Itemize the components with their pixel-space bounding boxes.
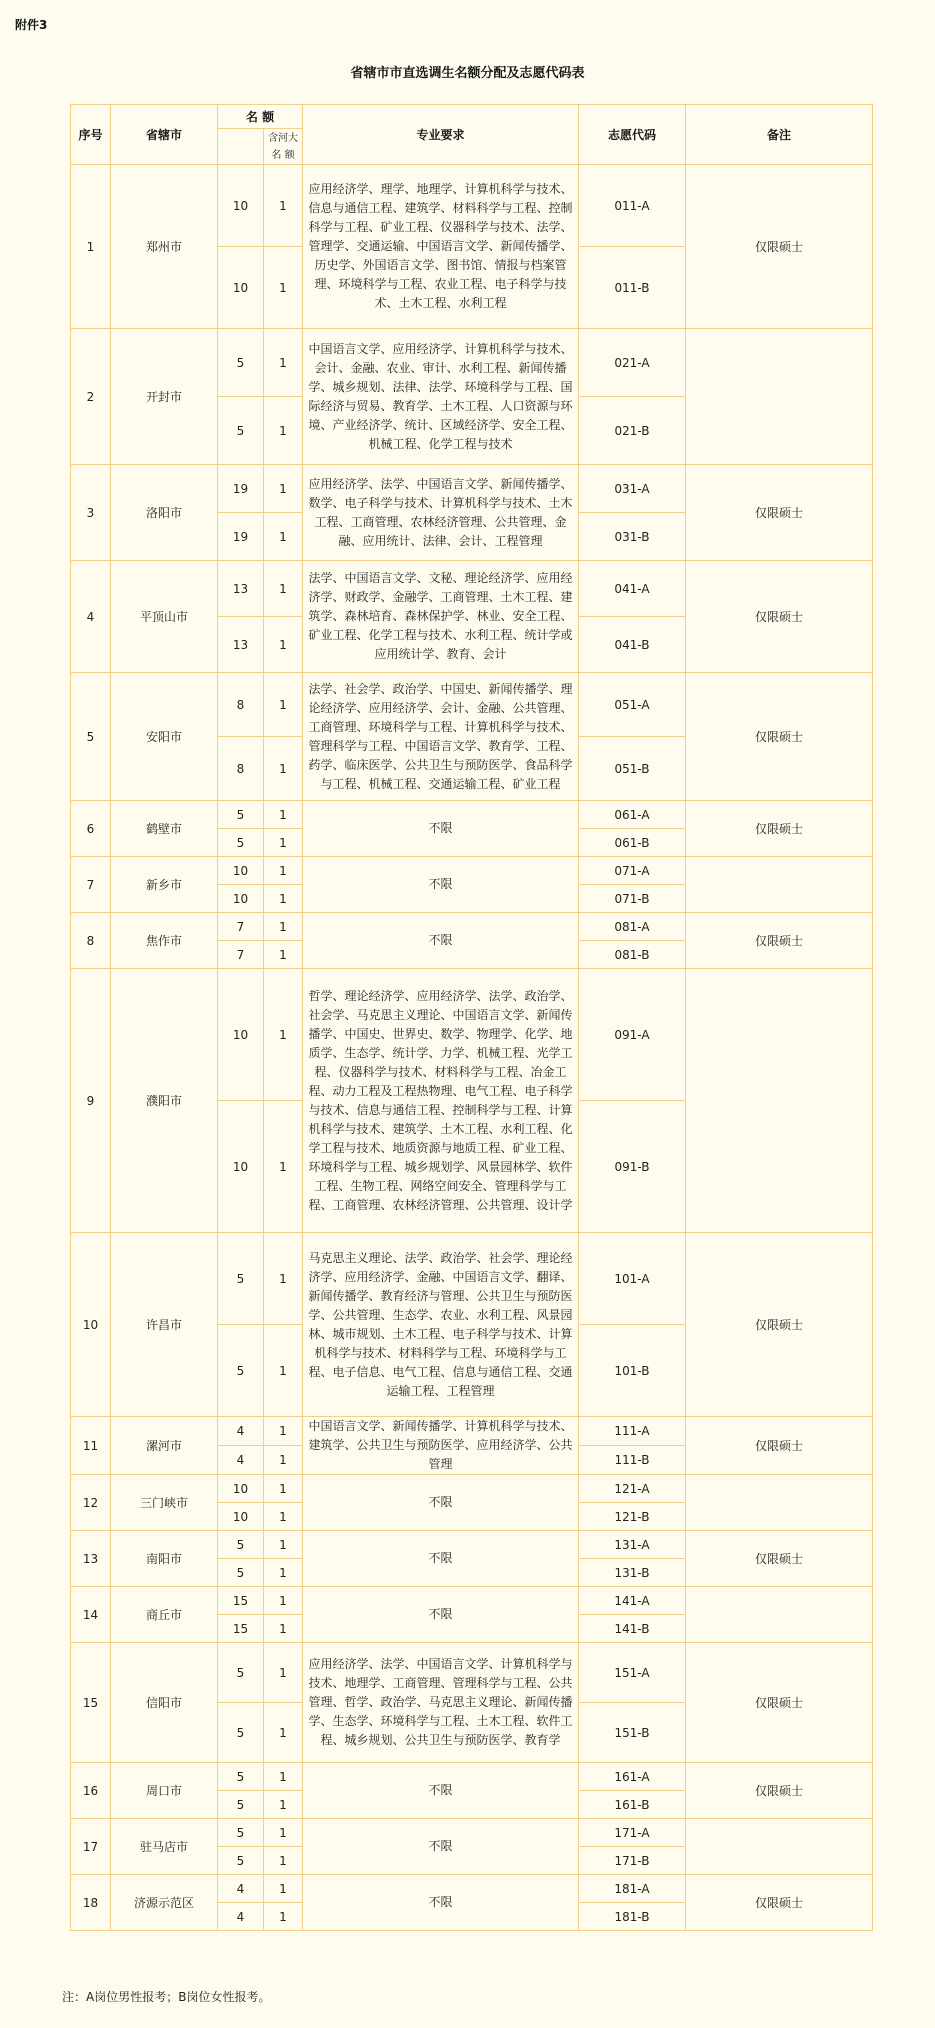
row-seq: 2 — [71, 329, 111, 465]
row-city: 济源示范区 — [111, 1875, 218, 1931]
table-row — [71, 801, 873, 829]
row-quota: 5 — [218, 1703, 264, 1763]
row-seq: 6 — [71, 801, 111, 857]
row-henan-quota: 1 — [264, 465, 303, 513]
quota-table — [70, 104, 873, 1931]
table-row — [71, 857, 873, 885]
row-major: 哲学、理论经济学、应用经济学、法学、政治学、社会学、马克思主义理论、中国语言文学、新闻传播学、中国史、世界史、数学、物理学、化学、地质学、生态学、统计学、力学、机械工程、光学工程、仪器科学与技术、材料科学与工程、冶金工程、动力工程及工程热物理、电气工程、电子科学与技术、信息与通信工程、控制科学与工程、计算机科学与技术、建筑学、土木工程、水利工程、化学工程与技术、地质资源与地质工程、矿业工程、环境科学与工程、城乡规划学、风景园林学、软件工程、生物工程、网络空间安全、管理科学与工程、工商管理、农林经济管理、公共管理、设计学 — [303, 969, 579, 1233]
row-remark: 仅限硕士 — [686, 801, 873, 857]
row-seq: 8 — [71, 913, 111, 969]
table-row — [71, 1233, 873, 1325]
row-remark: 仅限硕士 — [686, 165, 873, 329]
row-code: 031-A — [579, 465, 686, 513]
row-code: 071-B — [579, 885, 686, 913]
row-seq: 10 — [71, 1233, 111, 1417]
row-city: 洛阳市 — [111, 465, 218, 561]
row-major: 中国语言文学、新闻传播学、计算机科学与技术、建筑学、公共卫生与预防医学、应用经济学、公共管理 — [303, 1417, 579, 1475]
row-seq: 4 — [71, 561, 111, 673]
row-quota: 19 — [218, 465, 264, 513]
row-code: 151-B — [579, 1703, 686, 1763]
row-remark — [686, 329, 873, 465]
row-seq: 11 — [71, 1417, 111, 1475]
row-henan-quota: 1 — [264, 1325, 303, 1417]
header-quota-total — [218, 129, 264, 165]
row-major: 马克思主义理论、法学、政治学、社会学、理论经济学、应用经济学、金融、中国语言文学、翻译、新闻传播学、教育经济与管理、公共卫生与预防医学、公共管理、生态学、农业、水利工程、风景园林、城市规划、土木工程、电子科学与技术、计算机科学与技术、材料科学与工程、环境科学与工程、电子信息、电气工程、信息与通信工程、交通运输工程、工程管理 — [303, 1233, 579, 1417]
row-major: 不限 — [303, 1763, 579, 1819]
row-major: 法学、中国语言文学、文秘、理论经济学、应用经济学、财政学、金融学、工商管理、土木工程、建筑学、森林培育、森林保护学、林业、安全工程、矿业工程、化学工程与技术、水利工程、统计学或应用统计学、教育、会计 — [303, 561, 579, 673]
table-row — [71, 561, 873, 617]
row-quota: 10 — [218, 247, 264, 329]
row-city: 濮阳市 — [111, 969, 218, 1233]
row-quota: 5 — [218, 1233, 264, 1325]
row-code: 131-A — [579, 1531, 686, 1559]
row-city: 信阳市 — [111, 1643, 218, 1763]
table-row — [71, 1587, 873, 1615]
row-quota: 5 — [218, 1325, 264, 1417]
row-quota: 5 — [218, 829, 264, 857]
row-henan-quota: 1 — [264, 801, 303, 829]
row-henan-quota: 1 — [264, 1417, 303, 1446]
row-major: 不限 — [303, 1587, 579, 1643]
row-remark: 仅限硕士 — [686, 1643, 873, 1763]
row-quota: 4 — [218, 1903, 264, 1931]
row-seq: 16 — [71, 1763, 111, 1819]
header-city: 省辖市 — [111, 105, 218, 165]
row-henan-quota: 1 — [264, 1875, 303, 1903]
row-henan-quota: 1 — [264, 1819, 303, 1847]
row-city: 商丘市 — [111, 1587, 218, 1643]
header-seq: 序号 — [71, 105, 111, 165]
row-henan-quota: 1 — [264, 1903, 303, 1931]
row-code: 111-B — [579, 1446, 686, 1475]
row-quota: 10 — [218, 1101, 264, 1233]
row-major: 应用经济学、理学、地理学、计算机科学与技术、信息与通信工程、建筑学、材料科学与工程、控制科学与工程、矿业工程、仪器科学与技术、法学、管理学、交通运输、中国语言文学、新闻传播学、历史学、外国语言文学、图书馆、情报与档案管理、环境科学与工程、农业工程、电子科学与技术、土木工程、水利工程 — [303, 165, 579, 329]
row-code: 011-B — [579, 247, 686, 329]
table-row — [71, 913, 873, 941]
row-quota: 5 — [218, 397, 264, 465]
row-quota: 5 — [218, 1847, 264, 1875]
row-code: 031-B — [579, 513, 686, 561]
row-quota: 4 — [218, 1875, 264, 1903]
row-code: 051-A — [579, 673, 686, 737]
row-code: 181-B — [579, 1903, 686, 1931]
row-seq: 7 — [71, 857, 111, 913]
attachment-label: 附件3 — [15, 18, 48, 32]
row-quota: 8 — [218, 737, 264, 801]
row-major: 中国语言文学、应用经济学、计算机科学与技术、会计、金融、农业、审计、水利工程、新闻传播学、城乡规划、法律、法学、环境科学与工程、国际经济与贸易、教育学、土木工程、人口资源与环境、产业经济学、统计、区域经济学、安全工程、机械工程、化学工程与技术 — [303, 329, 579, 465]
header-henan-quota: 含河大 名 额 — [264, 129, 303, 165]
row-code: 131-B — [579, 1559, 686, 1587]
row-city: 南阳市 — [111, 1531, 218, 1587]
row-henan-quota: 1 — [264, 513, 303, 561]
table-row — [71, 1531, 873, 1559]
row-quota: 5 — [218, 1559, 264, 1587]
row-henan-quota: 1 — [264, 829, 303, 857]
row-major: 不限 — [303, 1475, 579, 1531]
row-quota: 5 — [218, 801, 264, 829]
row-quota: 13 — [218, 561, 264, 617]
row-quota: 5 — [218, 1791, 264, 1819]
row-major: 应用经济学、法学、中国语言文学、计算机科学与技术、地理学、工商管理、管理科学与工程、公共管理、哲学、政治学、马克思主义理论、新闻传播学、生态学、环境科学与工程、土木工程、软件工程、城乡规划、公共卫生与预防医学、教育学 — [303, 1643, 579, 1763]
row-city: 漯河市 — [111, 1417, 218, 1475]
row-city: 平顶山市 — [111, 561, 218, 673]
table-row — [71, 165, 873, 247]
row-city: 驻马店市 — [111, 1819, 218, 1875]
row-remark: 仅限硕士 — [686, 1417, 873, 1475]
row-quota: 5 — [218, 1643, 264, 1703]
row-henan-quota: 1 — [264, 1446, 303, 1475]
row-code: 081-A — [579, 913, 686, 941]
row-code: 121-B — [579, 1503, 686, 1531]
row-quota: 13 — [218, 617, 264, 673]
row-henan-quota: 1 — [264, 1703, 303, 1763]
row-major: 法学、社会学、政治学、中国史、新闻传播学、理论经济学、应用经济学、会计、金融、公共管理、工商管理、环境科学与工程、计算机科学与技术、管理科学与工程、中国语言文学、教育学、工程、药学、临床医学、公共卫生与预防医学、食品科学与工程、机械工程、交通运输工程、矿业工程 — [303, 673, 579, 801]
row-henan-quota: 1 — [264, 561, 303, 617]
row-remark: 仅限硕士 — [686, 1763, 873, 1819]
row-quota: 10 — [218, 1503, 264, 1531]
table-row — [71, 1475, 873, 1503]
footnote: 注：A岗位男性报考；B岗位女性报考。 — [62, 1990, 271, 2004]
row-major: 应用经济学、法学、中国语言文学、新闻传播学、数学、电子科学与技术、计算机科学与技术、土木工程、工商管理、农林经济管理、公共管理、金融、应用统计、法律、会计、工程管理 — [303, 465, 579, 561]
row-code: 091-B — [579, 1101, 686, 1233]
row-city: 许昌市 — [111, 1233, 218, 1417]
row-quota: 5 — [218, 1763, 264, 1791]
row-henan-quota: 1 — [264, 247, 303, 329]
row-henan-quota: 1 — [264, 1643, 303, 1703]
row-seq: 15 — [71, 1643, 111, 1763]
row-code: 041-B — [579, 617, 686, 673]
row-remark: 仅限硕士 — [686, 673, 873, 801]
row-code: 021-B — [579, 397, 686, 465]
row-henan-quota: 1 — [264, 1847, 303, 1875]
table-title: 省辖市市直选调生名额分配及志愿代码表 — [350, 66, 585, 81]
row-henan-quota: 1 — [264, 1101, 303, 1233]
row-city: 三门峡市 — [111, 1475, 218, 1531]
header-major: 专业要求 — [303, 105, 579, 165]
row-seq: 9 — [71, 969, 111, 1233]
table-row — [71, 1643, 873, 1703]
row-remark — [686, 1475, 873, 1531]
row-seq: 5 — [71, 673, 111, 801]
row-henan-quota: 1 — [264, 1503, 303, 1531]
row-code: 011-A — [579, 165, 686, 247]
row-henan-quota: 1 — [264, 1559, 303, 1587]
row-code: 151-A — [579, 1643, 686, 1703]
row-quota: 5 — [218, 1819, 264, 1847]
row-quota: 15 — [218, 1587, 264, 1615]
row-city: 安阳市 — [111, 673, 218, 801]
row-henan-quota: 1 — [264, 941, 303, 969]
row-remark: 仅限硕士 — [686, 465, 873, 561]
row-major: 不限 — [303, 801, 579, 857]
row-henan-quota: 1 — [264, 913, 303, 941]
row-code: 141-B — [579, 1615, 686, 1643]
row-code: 141-A — [579, 1587, 686, 1615]
row-remark: 仅限硕士 — [686, 1233, 873, 1417]
row-code: 171-B — [579, 1847, 686, 1875]
row-quota: 10 — [218, 165, 264, 247]
row-henan-quota: 1 — [264, 617, 303, 673]
row-henan-quota: 1 — [264, 397, 303, 465]
row-code: 071-A — [579, 857, 686, 885]
row-remark — [686, 1819, 873, 1875]
row-quota: 5 — [218, 1531, 264, 1559]
row-code: 091-A — [579, 969, 686, 1101]
row-city: 鹤壁市 — [111, 801, 218, 857]
row-remark: 仅限硕士 — [686, 1875, 873, 1931]
row-code: 101-B — [579, 1325, 686, 1417]
table-row — [71, 969, 873, 1101]
row-henan-quota: 1 — [264, 969, 303, 1101]
row-code: 171-A — [579, 1819, 686, 1847]
row-henan-quota: 1 — [264, 857, 303, 885]
row-seq: 12 — [71, 1475, 111, 1531]
row-code: 061-B — [579, 829, 686, 857]
row-remark — [686, 857, 873, 913]
row-remark — [686, 969, 873, 1233]
table-row — [71, 1763, 873, 1791]
row-major: 不限 — [303, 913, 579, 969]
row-code: 181-A — [579, 1875, 686, 1903]
row-henan-quota: 1 — [264, 885, 303, 913]
row-seq: 13 — [71, 1531, 111, 1587]
row-seq: 17 — [71, 1819, 111, 1875]
row-code: 021-A — [579, 329, 686, 397]
row-quota: 10 — [218, 969, 264, 1101]
table-row — [71, 329, 873, 397]
row-city: 焦作市 — [111, 913, 218, 969]
row-henan-quota: 1 — [264, 1587, 303, 1615]
row-city: 郑州市 — [111, 165, 218, 329]
row-remark: 仅限硕士 — [686, 913, 873, 969]
table-row — [71, 673, 873, 737]
header-quota: 名 额 — [218, 105, 303, 129]
row-city: 新乡市 — [111, 857, 218, 913]
row-quota: 10 — [218, 885, 264, 913]
row-henan-quota: 1 — [264, 165, 303, 247]
row-city: 周口市 — [111, 1763, 218, 1819]
table-row — [71, 465, 873, 513]
row-quota: 19 — [218, 513, 264, 561]
row-henan-quota: 1 — [264, 1615, 303, 1643]
table-row — [71, 1875, 873, 1903]
row-code: 111-A — [579, 1417, 686, 1446]
row-quota: 4 — [218, 1417, 264, 1446]
row-city: 开封市 — [111, 329, 218, 465]
row-code: 041-A — [579, 561, 686, 617]
row-quota: 5 — [218, 329, 264, 397]
row-code: 121-A — [579, 1475, 686, 1503]
row-major: 不限 — [303, 857, 579, 913]
table-row — [71, 1819, 873, 1847]
row-quota: 4 — [218, 1446, 264, 1475]
row-henan-quota: 1 — [264, 329, 303, 397]
row-henan-quota: 1 — [264, 1475, 303, 1503]
row-quota: 7 — [218, 941, 264, 969]
row-major: 不限 — [303, 1875, 579, 1931]
row-seq: 1 — [71, 165, 111, 329]
row-code: 161-B — [579, 1791, 686, 1819]
row-seq: 3 — [71, 465, 111, 561]
row-quota: 10 — [218, 1475, 264, 1503]
row-code: 051-B — [579, 737, 686, 801]
header-code: 志愿代码 — [579, 105, 686, 165]
row-henan-quota: 1 — [264, 1531, 303, 1559]
row-henan-quota: 1 — [264, 673, 303, 737]
row-major: 不限 — [303, 1819, 579, 1875]
row-code: 101-A — [579, 1233, 686, 1325]
table-row — [71, 1417, 873, 1446]
row-quota: 8 — [218, 673, 264, 737]
row-seq: 18 — [71, 1875, 111, 1931]
row-code: 161-A — [579, 1763, 686, 1791]
row-henan-quota: 1 — [264, 1233, 303, 1325]
row-remark: 仅限硕士 — [686, 561, 873, 673]
table-body — [71, 165, 873, 1931]
row-henan-quota: 1 — [264, 737, 303, 801]
row-code: 081-B — [579, 941, 686, 969]
row-seq: 14 — [71, 1587, 111, 1643]
row-quota: 10 — [218, 857, 264, 885]
header-remark: 备注 — [686, 105, 873, 165]
row-quota: 7 — [218, 913, 264, 941]
row-remark: 仅限硕士 — [686, 1531, 873, 1587]
row-code: 061-A — [579, 801, 686, 829]
row-henan-quota: 1 — [264, 1763, 303, 1791]
row-quota: 15 — [218, 1615, 264, 1643]
row-major: 不限 — [303, 1531, 579, 1587]
row-henan-quota: 1 — [264, 1791, 303, 1819]
row-remark — [686, 1587, 873, 1643]
